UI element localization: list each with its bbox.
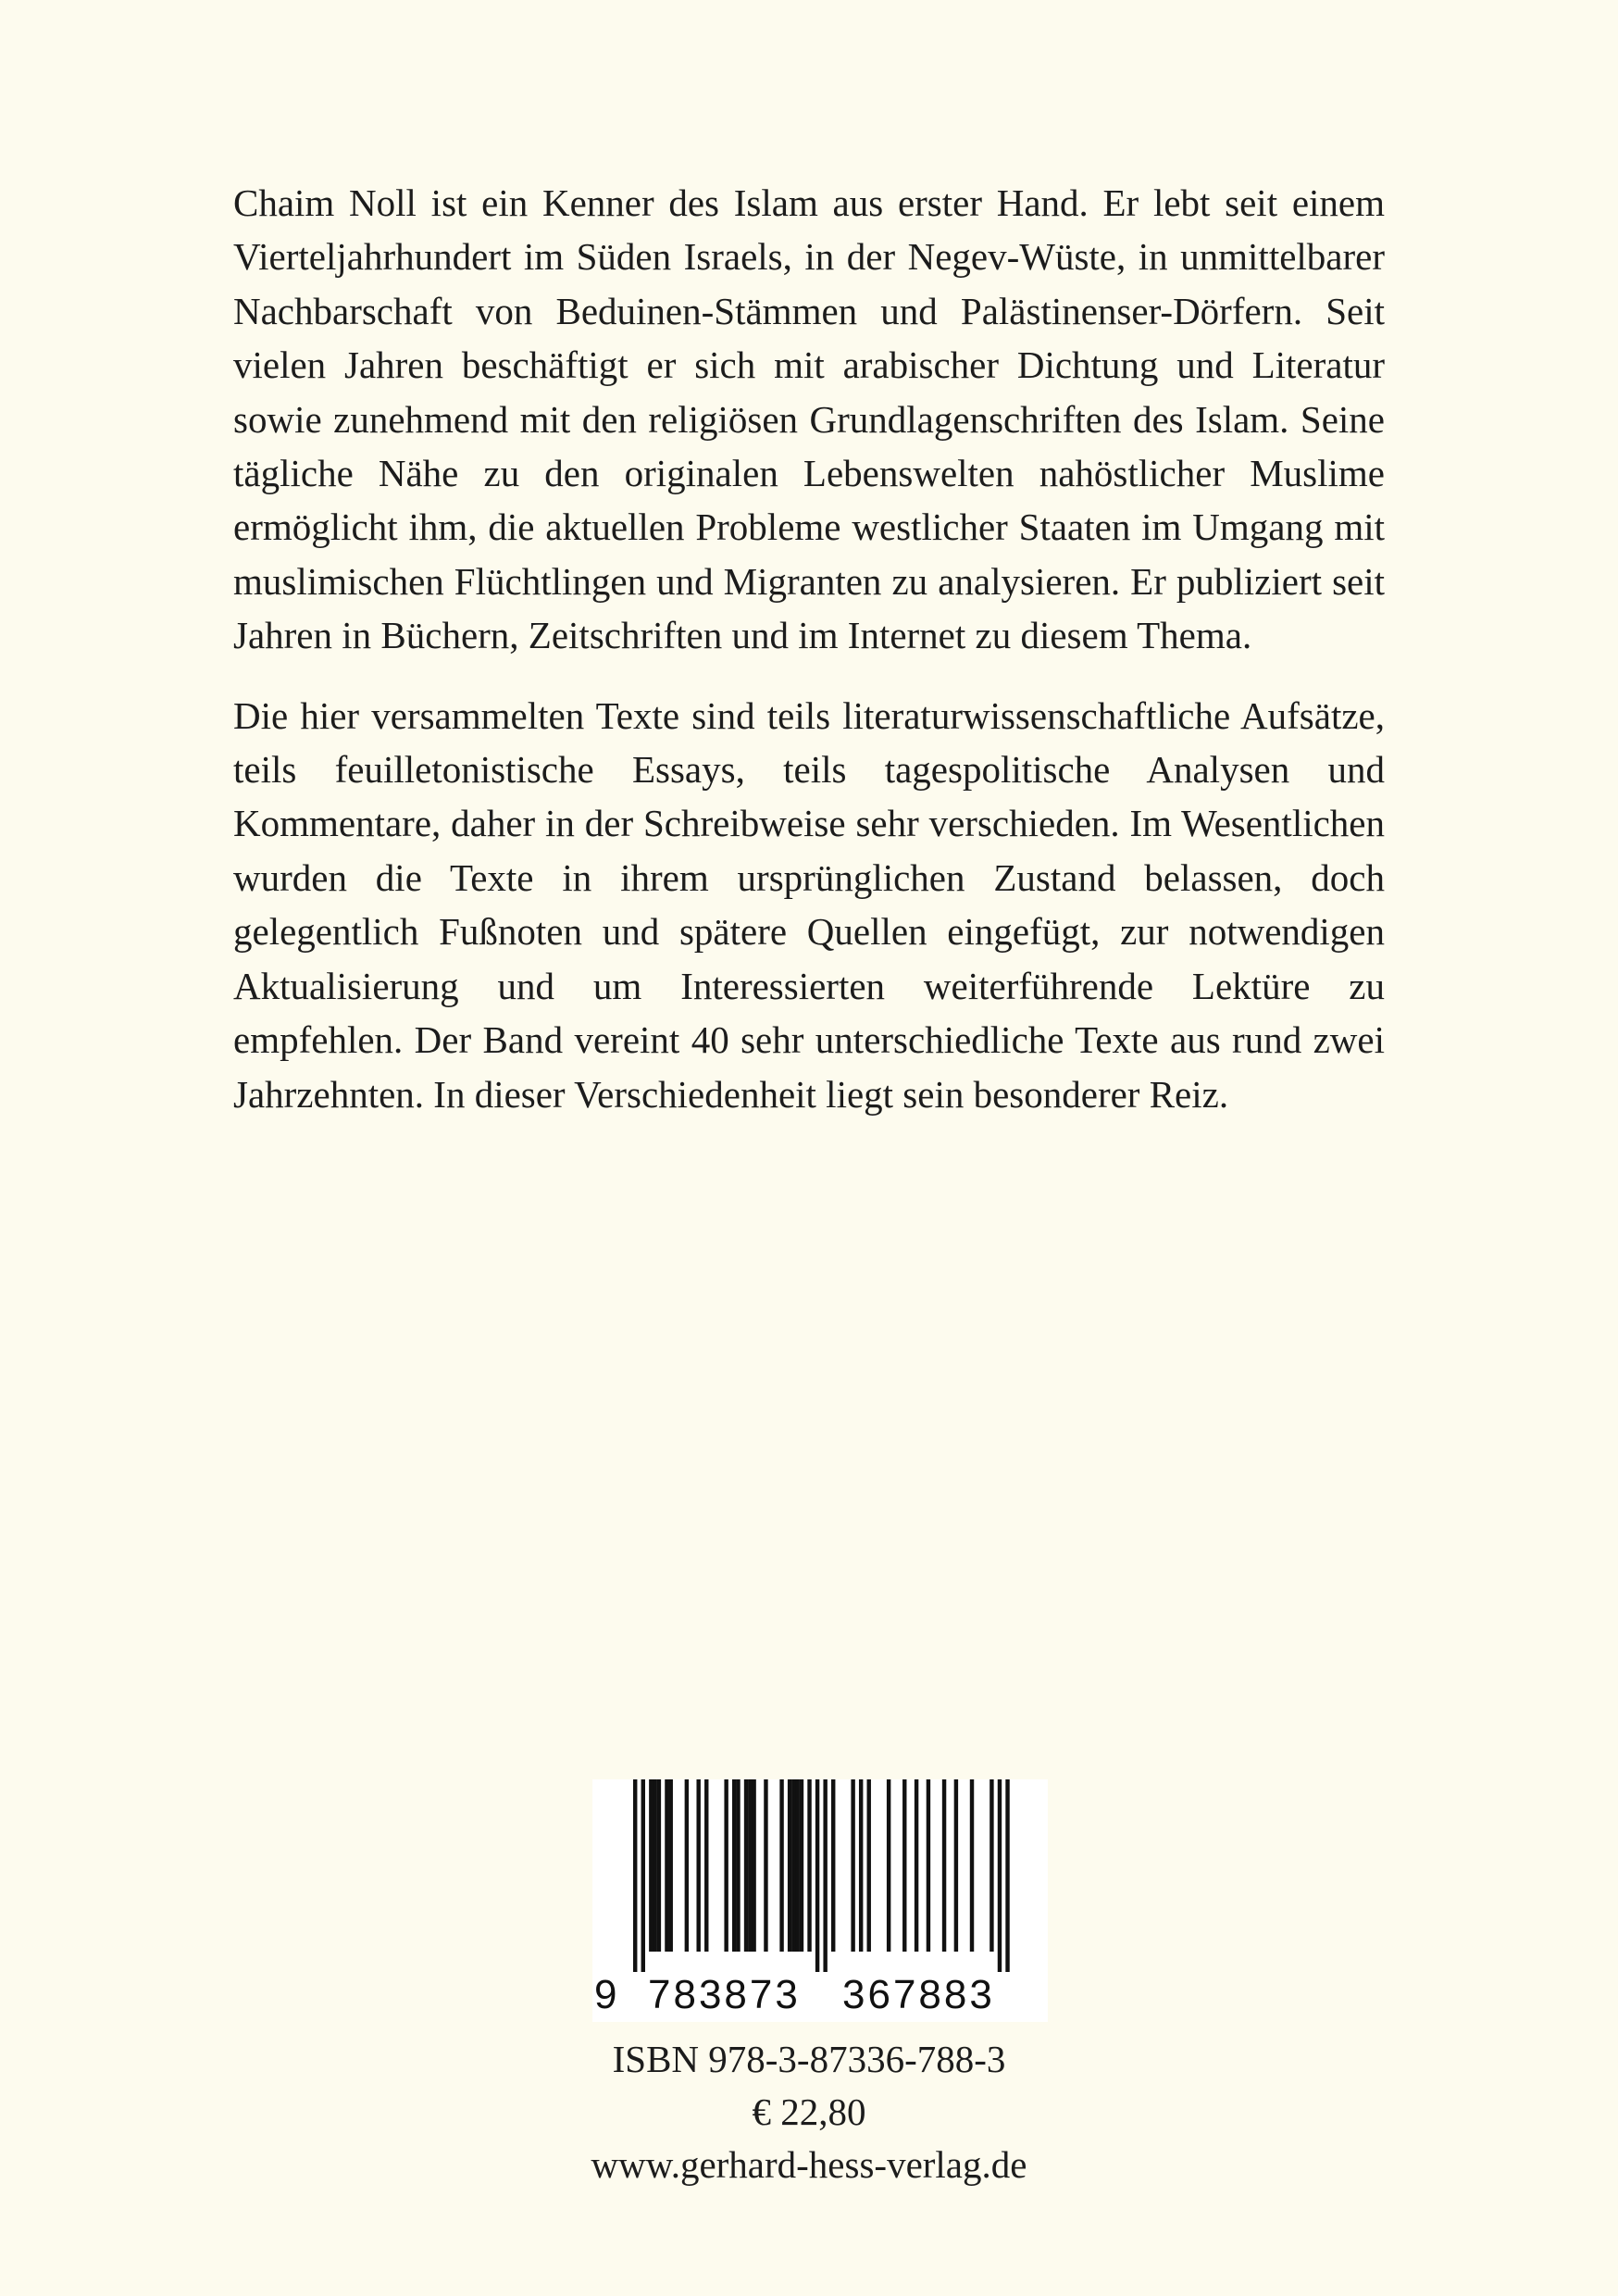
barcode-bar <box>649 1779 653 1952</box>
barcode <box>592 1779 1048 2022</box>
barcode-bar <box>859 1779 863 1952</box>
barcode-bar <box>696 1779 700 1952</box>
barcode-bar <box>867 1779 871 1952</box>
barcode-bar <box>779 1779 783 1952</box>
publisher-website: www.gerhard-hess-verlag.de <box>591 2143 1027 2186</box>
barcode-bar <box>970 1779 974 1952</box>
barcode-bar <box>724 1779 728 1952</box>
barcode-bar <box>915 1779 918 1952</box>
barcode-bar <box>653 1779 656 1952</box>
barcode-left-digits: 783873 <box>648 1972 801 2017</box>
barcode-bar <box>887 1779 890 1952</box>
isbn-number: ISBN 978-3-87336-788-3 <box>612 2038 1006 2080</box>
book-price: € 22,80 <box>752 2090 866 2133</box>
barcode-bar <box>800 1779 803 1952</box>
barcode-bar <box>823 1779 827 1972</box>
barcode-bar <box>657 1779 661 1952</box>
barcode-bar <box>831 1779 835 1952</box>
barcode-bar <box>989 1779 993 1952</box>
barcode-bar <box>954 1779 958 1952</box>
barcode-bar <box>1005 1779 1009 1972</box>
cover-blurb <box>233 176 1385 1147</box>
barcode-digits <box>594 1972 1046 2018</box>
blurb-paragraph-contents: Die hier versammelten Texte sind teils literaturwissenschaftliche Aufsätze, teils feuilletonistische Essays, teils tagespolitische Analysen und Kommentare, daher in der Schreibweise sehr verschieden. Im Wesentlichen wurden die Texte in ihrem ursprünglichen Zustand belassen, doch gelegentlich Fußnoten und spätere Quellen eingefügt, zur notwendigen Aktualisierung und um Interessierten weiterführende Lektüre zu empfehlen. Der Band vereint 40 sehr unterschiedliche Texte aus rund zwei Jahrzehnten. In dieser Verschiedenheit liegt sein besonderer Reiz. <box>233 693 1385 1116</box>
barcode-bar <box>704 1779 708 1952</box>
blurb-paragraph-author: Chaim Noll ist ein Kenner des Islam aus erster Hand. Er lebt seit einem Vierteljahrhundert im Süden Israels, in der Negev-Wüste, in unmittelbarer Nachbarschaft von Beduinen-Stämmen und Palästinenser-Dörfern. Seit vielen Jahren beschäftigt er sich mit arabischer Dichtung und Literatur sowie zunehmend mit den religiösen Grundlagenschriften des Islam. Seine tägliche Nähe zu den originalen Lebenswelten nahöstlicher Muslime ermöglicht ihm, die aktuellen Probleme westlicher Staaten im Umgang mit muslimischen Flüchtlingen und Migranten zu analysieren. Er publiziert seit Jahren in Büchern, Zeitschriften und im Internet zu diesem Thema. <box>233 181 1385 657</box>
barcode-bar <box>748 1779 752 1952</box>
barcode-bar <box>942 1779 946 1952</box>
barcode-bar <box>998 1779 1002 1972</box>
barcode-bar <box>795 1779 799 1952</box>
barcode-bars <box>633 1779 1026 1972</box>
barcode-bar <box>685 1779 689 1952</box>
barcode-bar <box>764 1779 767 1952</box>
barcode-first-digit: 9 <box>594 1972 620 2017</box>
barcode-bar <box>736 1779 740 1952</box>
barcode-right-digits: 367883 <box>842 1972 995 2017</box>
barcode-bar <box>641 1779 645 1972</box>
barcode-bar <box>665 1779 668 1952</box>
barcode-bar <box>815 1779 819 1972</box>
barcode-bar <box>791 1779 795 1952</box>
barcode-bar <box>669 1779 673 1952</box>
barcode-bar <box>851 1779 854 1952</box>
barcode-bar <box>744 1779 748 1952</box>
barcode-bar <box>732 1779 736 1952</box>
barcode-bar <box>788 1779 791 1952</box>
barcode-bar <box>807 1779 811 1952</box>
barcode-bar <box>752 1779 755 1952</box>
barcode-bar <box>633 1779 637 1972</box>
barcode-bar <box>902 1779 906 1952</box>
barcode-bar <box>927 1779 930 1952</box>
